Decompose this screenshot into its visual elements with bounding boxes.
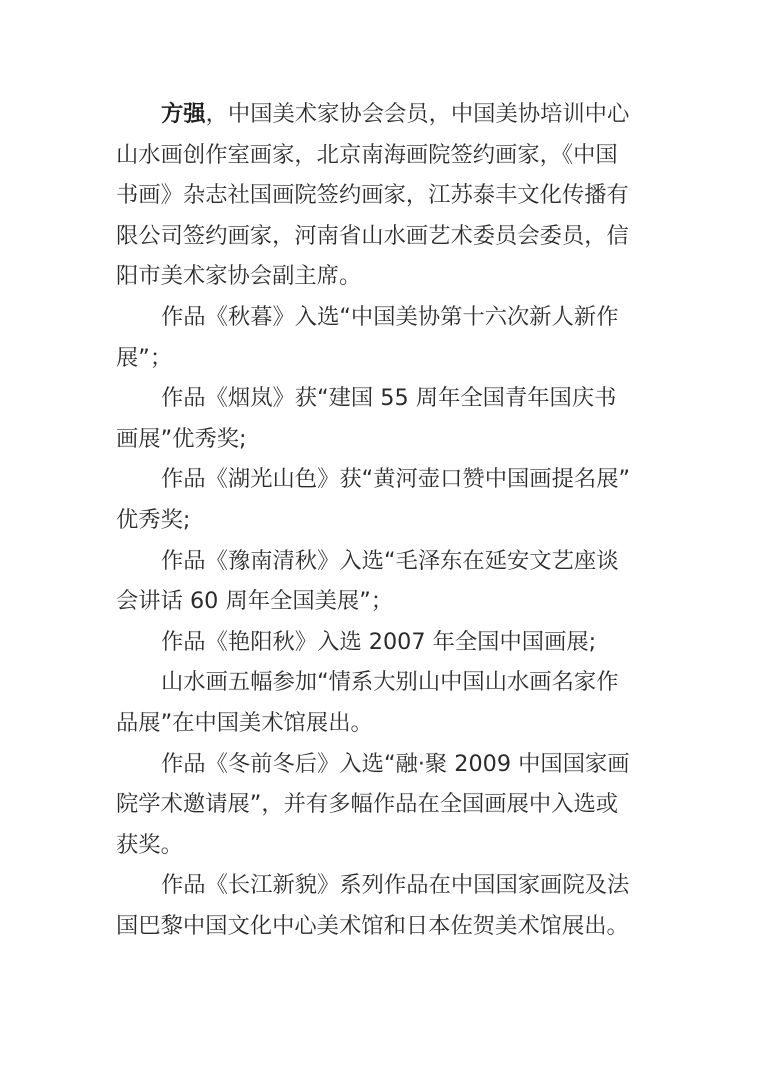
work-line: 国巴黎中国文化中心美术馆和日本佐贺美术馆展出。 [116,912,629,939]
work-line: 优秀奖; [116,506,191,533]
work-line: 品展”在中国美术馆展出。 [116,709,373,736]
work-line: 作品《湖光山色》获“黄河壶口赞中国画提名展” [161,466,631,493]
bio-line: 山水画创作室画家，北京南海画院签约画家，《中国 [116,141,618,168]
work-line: 作品《烟岚》获“建国 55 周年全国青年国庆书 [161,385,617,412]
work-line: 展”； [116,344,173,371]
artist-name: 方强 [161,101,206,127]
bio-line [116,94,656,135]
work-line: 作品《艳阳秋》入选 2007 年全国中国画展; [161,628,597,655]
work-line: 作品《长江新貌》系列作品在中国国家画院及法 [161,872,630,899]
work-line: 会讲话 60 周年全国美展”； [116,588,394,615]
work-line: 山水画五幅参加“情系大别山中国山水画名家作 [161,669,619,696]
work-line: 画展”优秀奖; [116,425,247,452]
work-line: 院学术邀请展”，并有多幅作品在全国画展中入选或 [116,791,619,818]
work-line: 作品《秋暮》入选“中国美协第十六次新人新作 [161,303,619,330]
work-line: 作品《冬前冬后》入选“融·聚 2009 中国国家画 [161,750,630,777]
work-line: 获奖。 [116,831,183,858]
bio-line: 书画》杂志社国画院签约画家，江苏泰丰文化传播有 [116,182,629,209]
bio-line: 阳市美术家协会副主席。 [116,263,362,290]
bio-text: ，中国美术家协会会员，中国美协培训中心 [205,101,630,127]
work-line: 作品《豫南清秋》入选“毛泽东在延安文艺座谈 [161,547,619,574]
bio-line: 限公司签约画家，河南省山水画艺术委员会委员，信 [116,222,629,249]
artist-biography [116,94,656,946]
